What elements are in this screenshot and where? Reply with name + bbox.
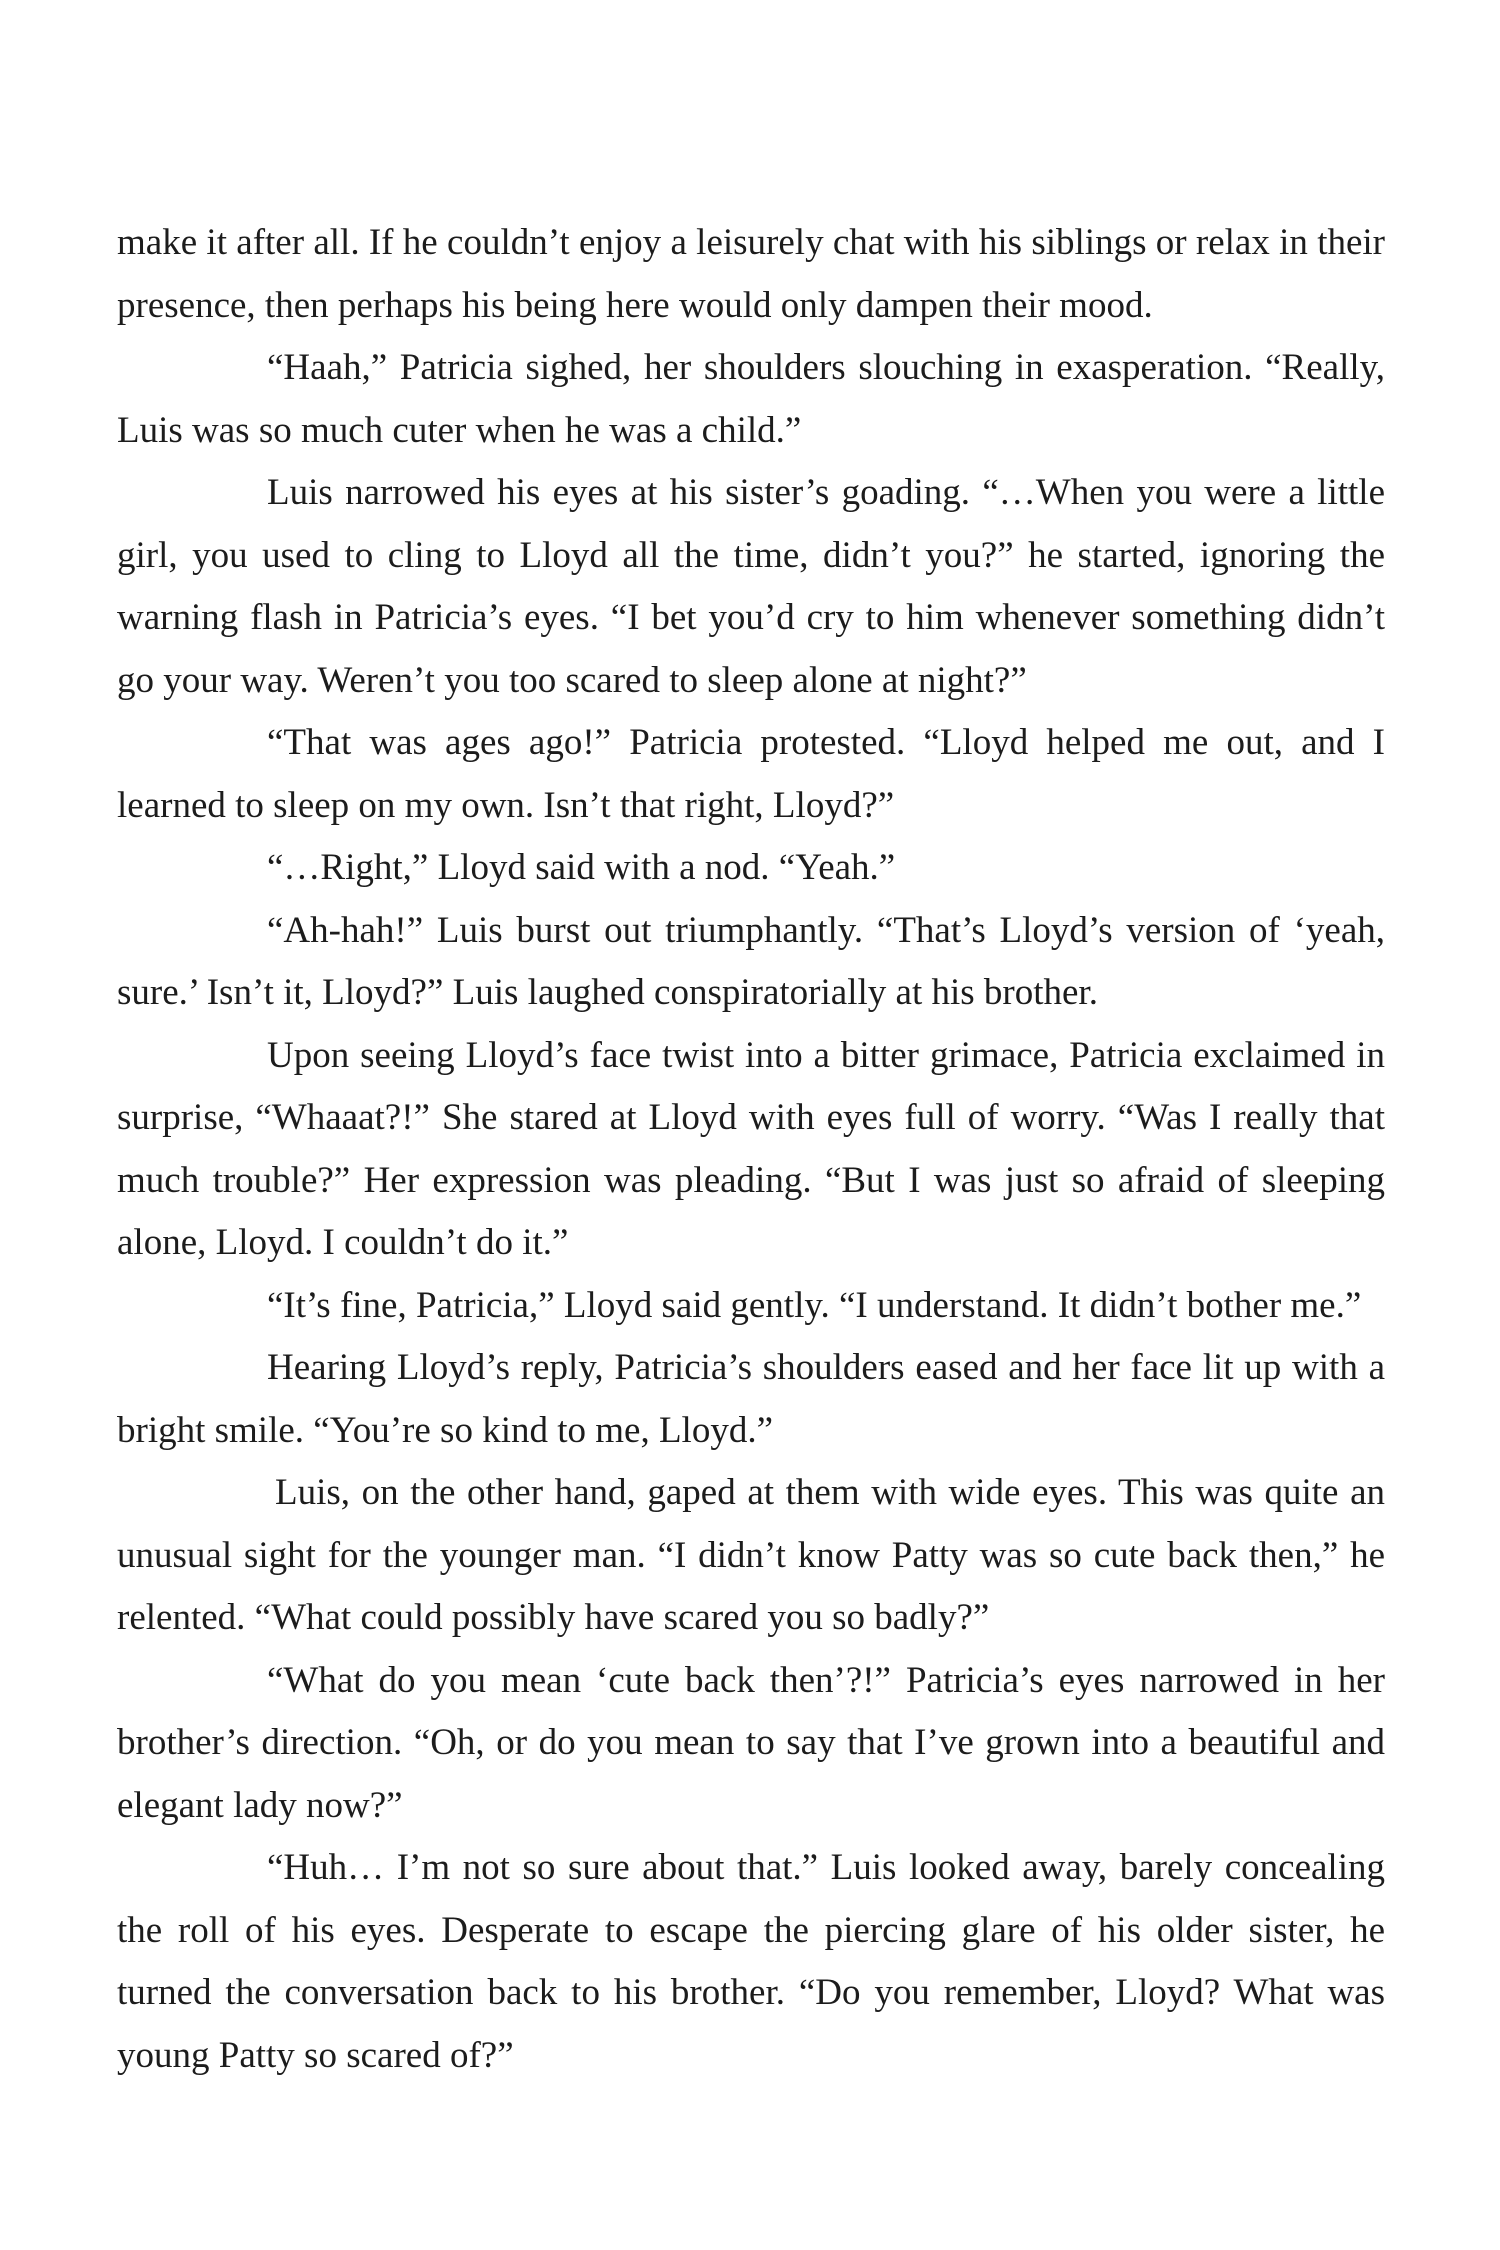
paragraph: Luis, on the other hand, gaped at them with wide eyes. This was quite an unusual sight for the younger man. “I didn’t know Patty was so cute back then,” he relented. “What could possibly have scared you so badly?” — [117, 1472, 1385, 1638]
paragraph: Luis narrowed his eyes at his sister’s goading. “…When you were a little girl, you used to cling to Lloyd all the time, didn’t you?” he started, ignoring the warning flash in Patricia’s eyes. “I bet you’d cry to him whenever something didn’t go your way. Weren’t you too scared to sleep alone at night?” — [117, 472, 1385, 701]
paragraph: “That was ages ago!” Patricia protested. “Lloyd helped me out, and I learned to sleep on my own. Isn’t that right, Lloyd?” — [117, 722, 1385, 826]
paragraph: Upon seeing Lloyd’s face twist into a bitter grimace, Patricia exclaimed in surprise, “Whaaat?!” She stared at Lloyd with eyes full of worry. “Was I really that much trouble?” Her expression was pleading. “But I was just so afraid of sleeping alone, Lloyd. I couldn’t do it.” — [117, 1034, 1385, 1263]
paragraph-continuation: make it after all. If he couldn’t enjoy a leisurely chat with his siblings or relax in their presence, then perhaps his being here would only dampen their mood. — [117, 222, 1385, 326]
body-text — [117, 212, 1385, 2087]
paragraph: “Ah-hah!” Luis burst out triumphantly. “That’s Lloyd’s version of ‘yeah, sure.’ Isn’t it, Lloyd?” Luis laughed conspiratorially at his brother. — [117, 909, 1385, 1013]
paragraph: “Huh… I’m not so sure about that.” Luis looked away, barely concealing the roll of his eyes. Desperate to escape the piercing glare of his older sister, he turned the conversation back to his brother. “Do you remember, Lloyd? What was young Patty so scared of?” — [117, 1847, 1385, 2076]
paragraph: “Haah,” Patricia sighed, her shoulders slouching in exasperation. “Really, Luis was so much cuter when he was a child.” — [117, 347, 1385, 451]
paragraph: “What do you mean ‘cute back then’?!” Patricia’s eyes narrowed in her brother’s direction. “Oh, or do you mean to say that I’ve grown into a beautiful and elegant lady now?” — [117, 1659, 1385, 1826]
paragraph: “…Right,” Lloyd said with a nod. “Yeah.” — [267, 847, 896, 888]
paragraph: Hearing Lloyd’s reply, Patricia’s shoulders eased and her face lit up with a bright smile. “You’re so kind to me, Lloyd.” — [117, 1347, 1385, 1451]
paragraph: “It’s fine, Patricia,” Lloyd said gently. “I understand. It didn’t bother me.” — [267, 1284, 1362, 1326]
